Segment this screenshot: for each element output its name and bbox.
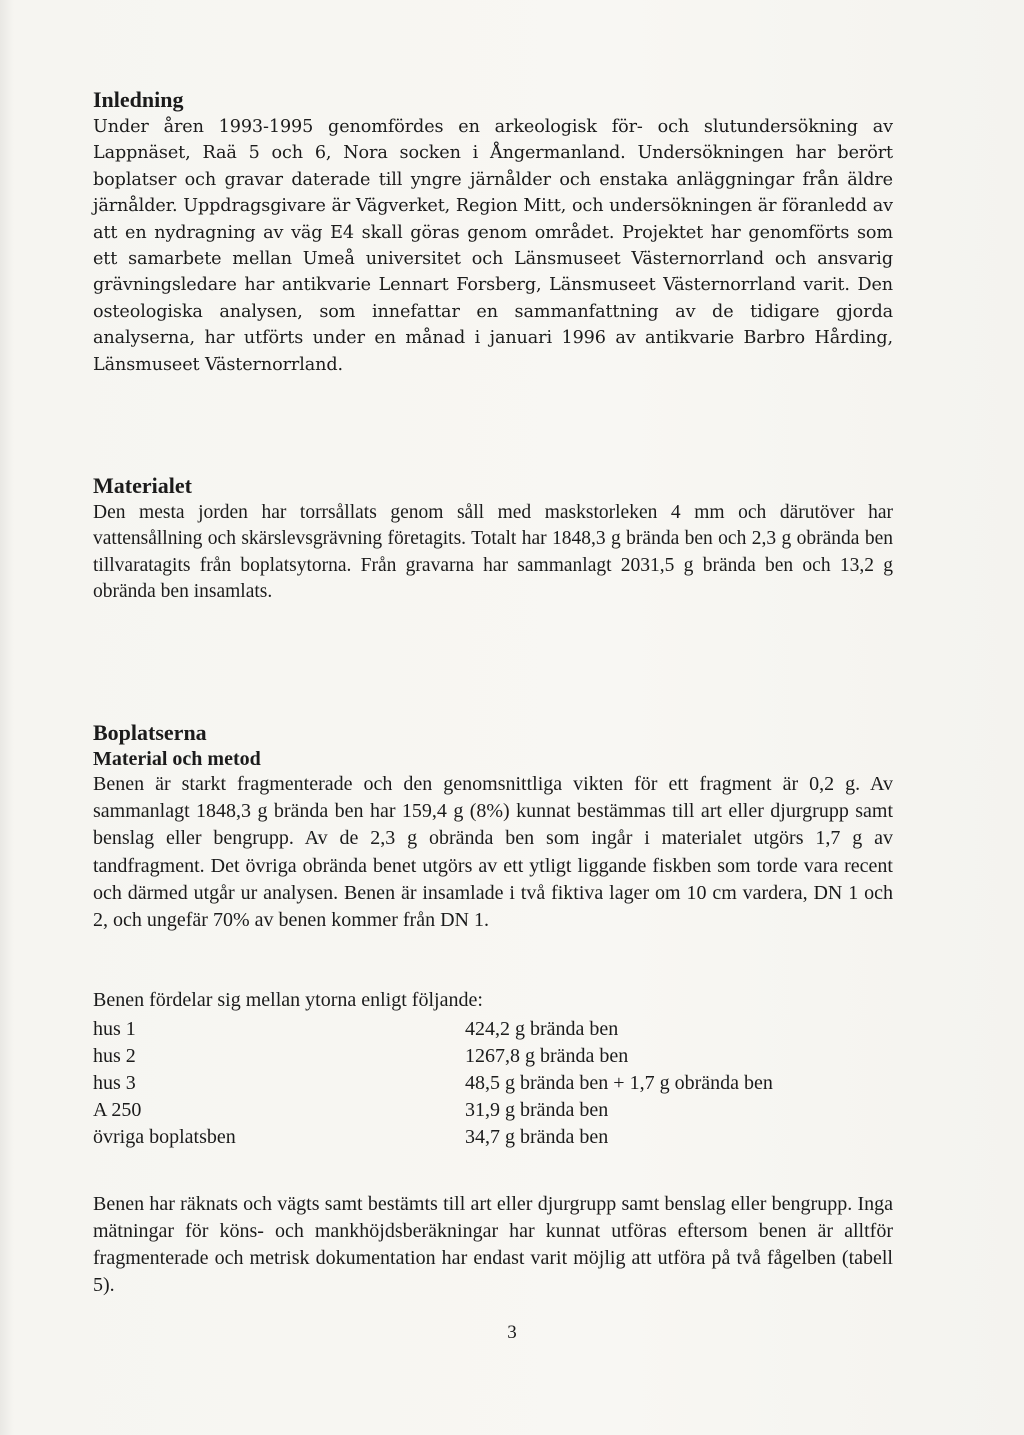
section-materialet [93,472,893,606]
area-cell: hus 3 [93,1072,136,1094]
section-boplatserna [93,719,893,1296]
table-row [93,1043,773,1070]
amount-cell: 1267,8 g brända ben [465,1045,629,1067]
table-row [93,1016,773,1043]
distribution-intro: Benen fördelar sig mellan ytorna enligt följande: [93,989,483,1011]
table-row [93,1097,773,1124]
paragraph-inledning: Under åren 1993-1995 genomfördes en arkeologisk för- och slutundersökning av Lappnäset, Raä 5 och 6, Nora socken i Ångermanland. Undersökningen har berört boplatser och gravar daterade till yngre järnålder och enstaka anläggningar från äldre järnålder. Uppdragsgivare är Vägverket, Region Mitt, och undersökningen är föranledd av att en nydragning av väg E4 skall göras genom området. Projektet har genomförts som ett samarbete mellan Umeå universitet och Länsmuseet Västernorrland och ansvarig grävningsledare har antikvarie Lennart Forsberg, Länsmuseet Västernorrland varit. Den osteologiska analysen, som innefattar en sammanfattning av de tidigare gjorda analyserna, har utförts under en månad i januari 1996 av antikvarie Barbro Hårding, Länsmuseet Västernorrland. [93,117,893,375]
area-cell: hus 1 [93,1018,136,1040]
heading-materialet: Materialet [93,473,192,498]
distribution-table [93,1016,773,1151]
closing-block [93,1191,893,1299]
heading-boplatserna: Boplatserna [93,720,207,745]
table-row [93,1070,773,1097]
paragraph-boplatserna: Benen är starkt fragmenterade och den genomsnittliga vikten för ett fragment är 0,2 g. Av sammanlagt 1848,3 g brända ben har 159,4 g (8%) kunnat bestämmas till art eller djurgrupp samt benslag eller bengrupp. Av de 2,3 g obrända ben som ingår i materialet utgörs 1,7 g av tandfragment. Det övriga obrända benet utgörs av ett ytligt liggande fiskben som torde vara recent och därmed utgår ur analysen. Benen är insamlade i två fiktiva lager om 10 cm vardera, DN 1 och 2, och ungefär 70% av benen kommer från DN 1. [93,773,893,932]
heading-inledning: Inledning [93,87,184,112]
paragraph-closing: Benen har räknats och vägts samt bestämts till art eller djurgrupp samt benslag eller bengrupp. Inga mätningar för köns- och mankhöjdsberäkningar har kunnat utföras eftersom benen är alltför fragmenterade och metrisk dokumentation har endast varit möjlig att utföra på två fågelben (tabell 5). [93,1193,893,1296]
amount-cell: 34,7 g brända ben [465,1126,609,1148]
area-cell: hus 2 [93,1045,136,1067]
table-row [93,1124,773,1151]
amount-cell: 48,5 g brända ben + 1,7 g obrända ben [465,1072,773,1094]
area-cell: övriga boplatsben [93,1126,236,1148]
subheading-material-och-metod: Material och metod [93,748,261,770]
section-inledning [93,86,893,378]
paragraph-materialet: Den mesta jorden har torrsållats genom såll med maskstorleken 4 mm och därutöver har vattensållning och skärslevsgrävning företagits. Totalt har 1848,3 g brända ben och 2,3 g obrända ben tillvaratagits från boplatsytorna. Från gravarna har sammanlagt 2031,5 g brända ben och 13,2 g obrända ben insamlats. [93,502,893,603]
page-number: 3 [507,1322,517,1343]
amount-cell: 424,2 g brända ben [465,1018,619,1040]
amount-cell: 31,9 g brända ben [465,1099,609,1121]
area-cell: A 250 [93,1099,142,1121]
